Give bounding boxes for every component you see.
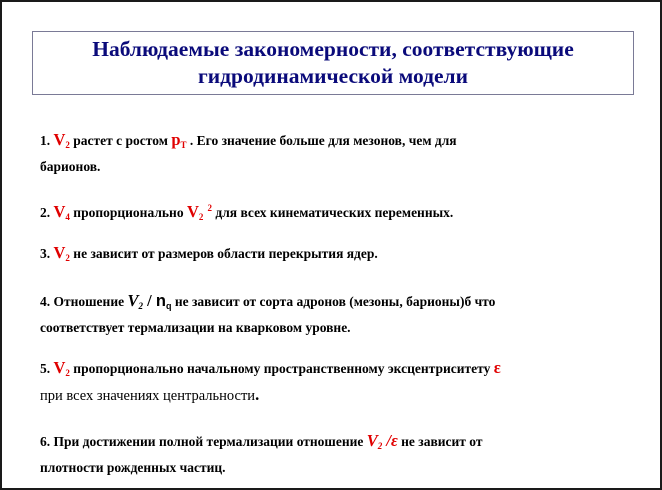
- pt-symbol: $p_T$: [171, 130, 187, 150]
- title-box: [32, 31, 634, 95]
- nq-symbol: $n_q$: [155, 292, 172, 311]
- v2-symbol: $V_2$: [127, 291, 143, 311]
- item-6-line-2: плотности рожденных частиц.: [40, 460, 226, 475]
- epsilon-symbol: ε: [493, 358, 501, 377]
- v2-symbol: $V_2$: [53, 358, 70, 378]
- v2-symbol: $V_2$: [53, 130, 70, 150]
- item-1: 1. $V_2$ растет с ростом $p_T$ . Его значение больше для мезонов, чем для барионов.: [40, 130, 457, 174]
- item-5-line-2: при всех значениях центральности: [40, 388, 256, 404]
- title-line-2: гидродинамической модели: [198, 64, 468, 88]
- v4-symbol: $V_4$: [53, 202, 70, 222]
- title-line-1: Наблюдаемые закономерности, соответствующие: [92, 37, 574, 61]
- item-1-number: 1.: [40, 133, 54, 148]
- item-3: 3. $V_2$ не зависит от размеров области перекрытия ядер.: [40, 243, 378, 263]
- item-5-number: 5.: [40, 361, 54, 376]
- item-2: 2. $V_4$ пропорционально $V_2$ $^2$ для всех кинематических переменных.: [40, 202, 454, 222]
- item-3-number: 3.: [40, 246, 54, 261]
- item-6: 6. При достижении полной термализации отношение $V_2$ /ε не зависит от плотности рожденных частиц.: [40, 431, 483, 475]
- item-1-line-2: барионов.: [40, 159, 101, 174]
- item-4: 4. Отношение $V_2 / n_q$ не зависит от сорта адронов (мезоны, барионы)б что соответствует термализации на кварковом уровне.: [40, 291, 496, 335]
- slash-symbol: /: [143, 291, 156, 310]
- item-2-number: 2.: [40, 205, 54, 220]
- v2-squared-symbol: $V_2$ $^2$: [186, 202, 212, 222]
- item-5-period: .: [255, 385, 260, 404]
- item-5: 5. $V_2$ пропорционально начальному пространственному эксцентриситету ε при всех значениях центральности.: [40, 358, 501, 404]
- v2-epsilon-ratio: $V_2$ /ε: [366, 431, 398, 451]
- v2-symbol: $V_2$: [53, 243, 70, 263]
- item-4-line-2: соответствует термализации на кварковом уровне.: [40, 320, 351, 335]
